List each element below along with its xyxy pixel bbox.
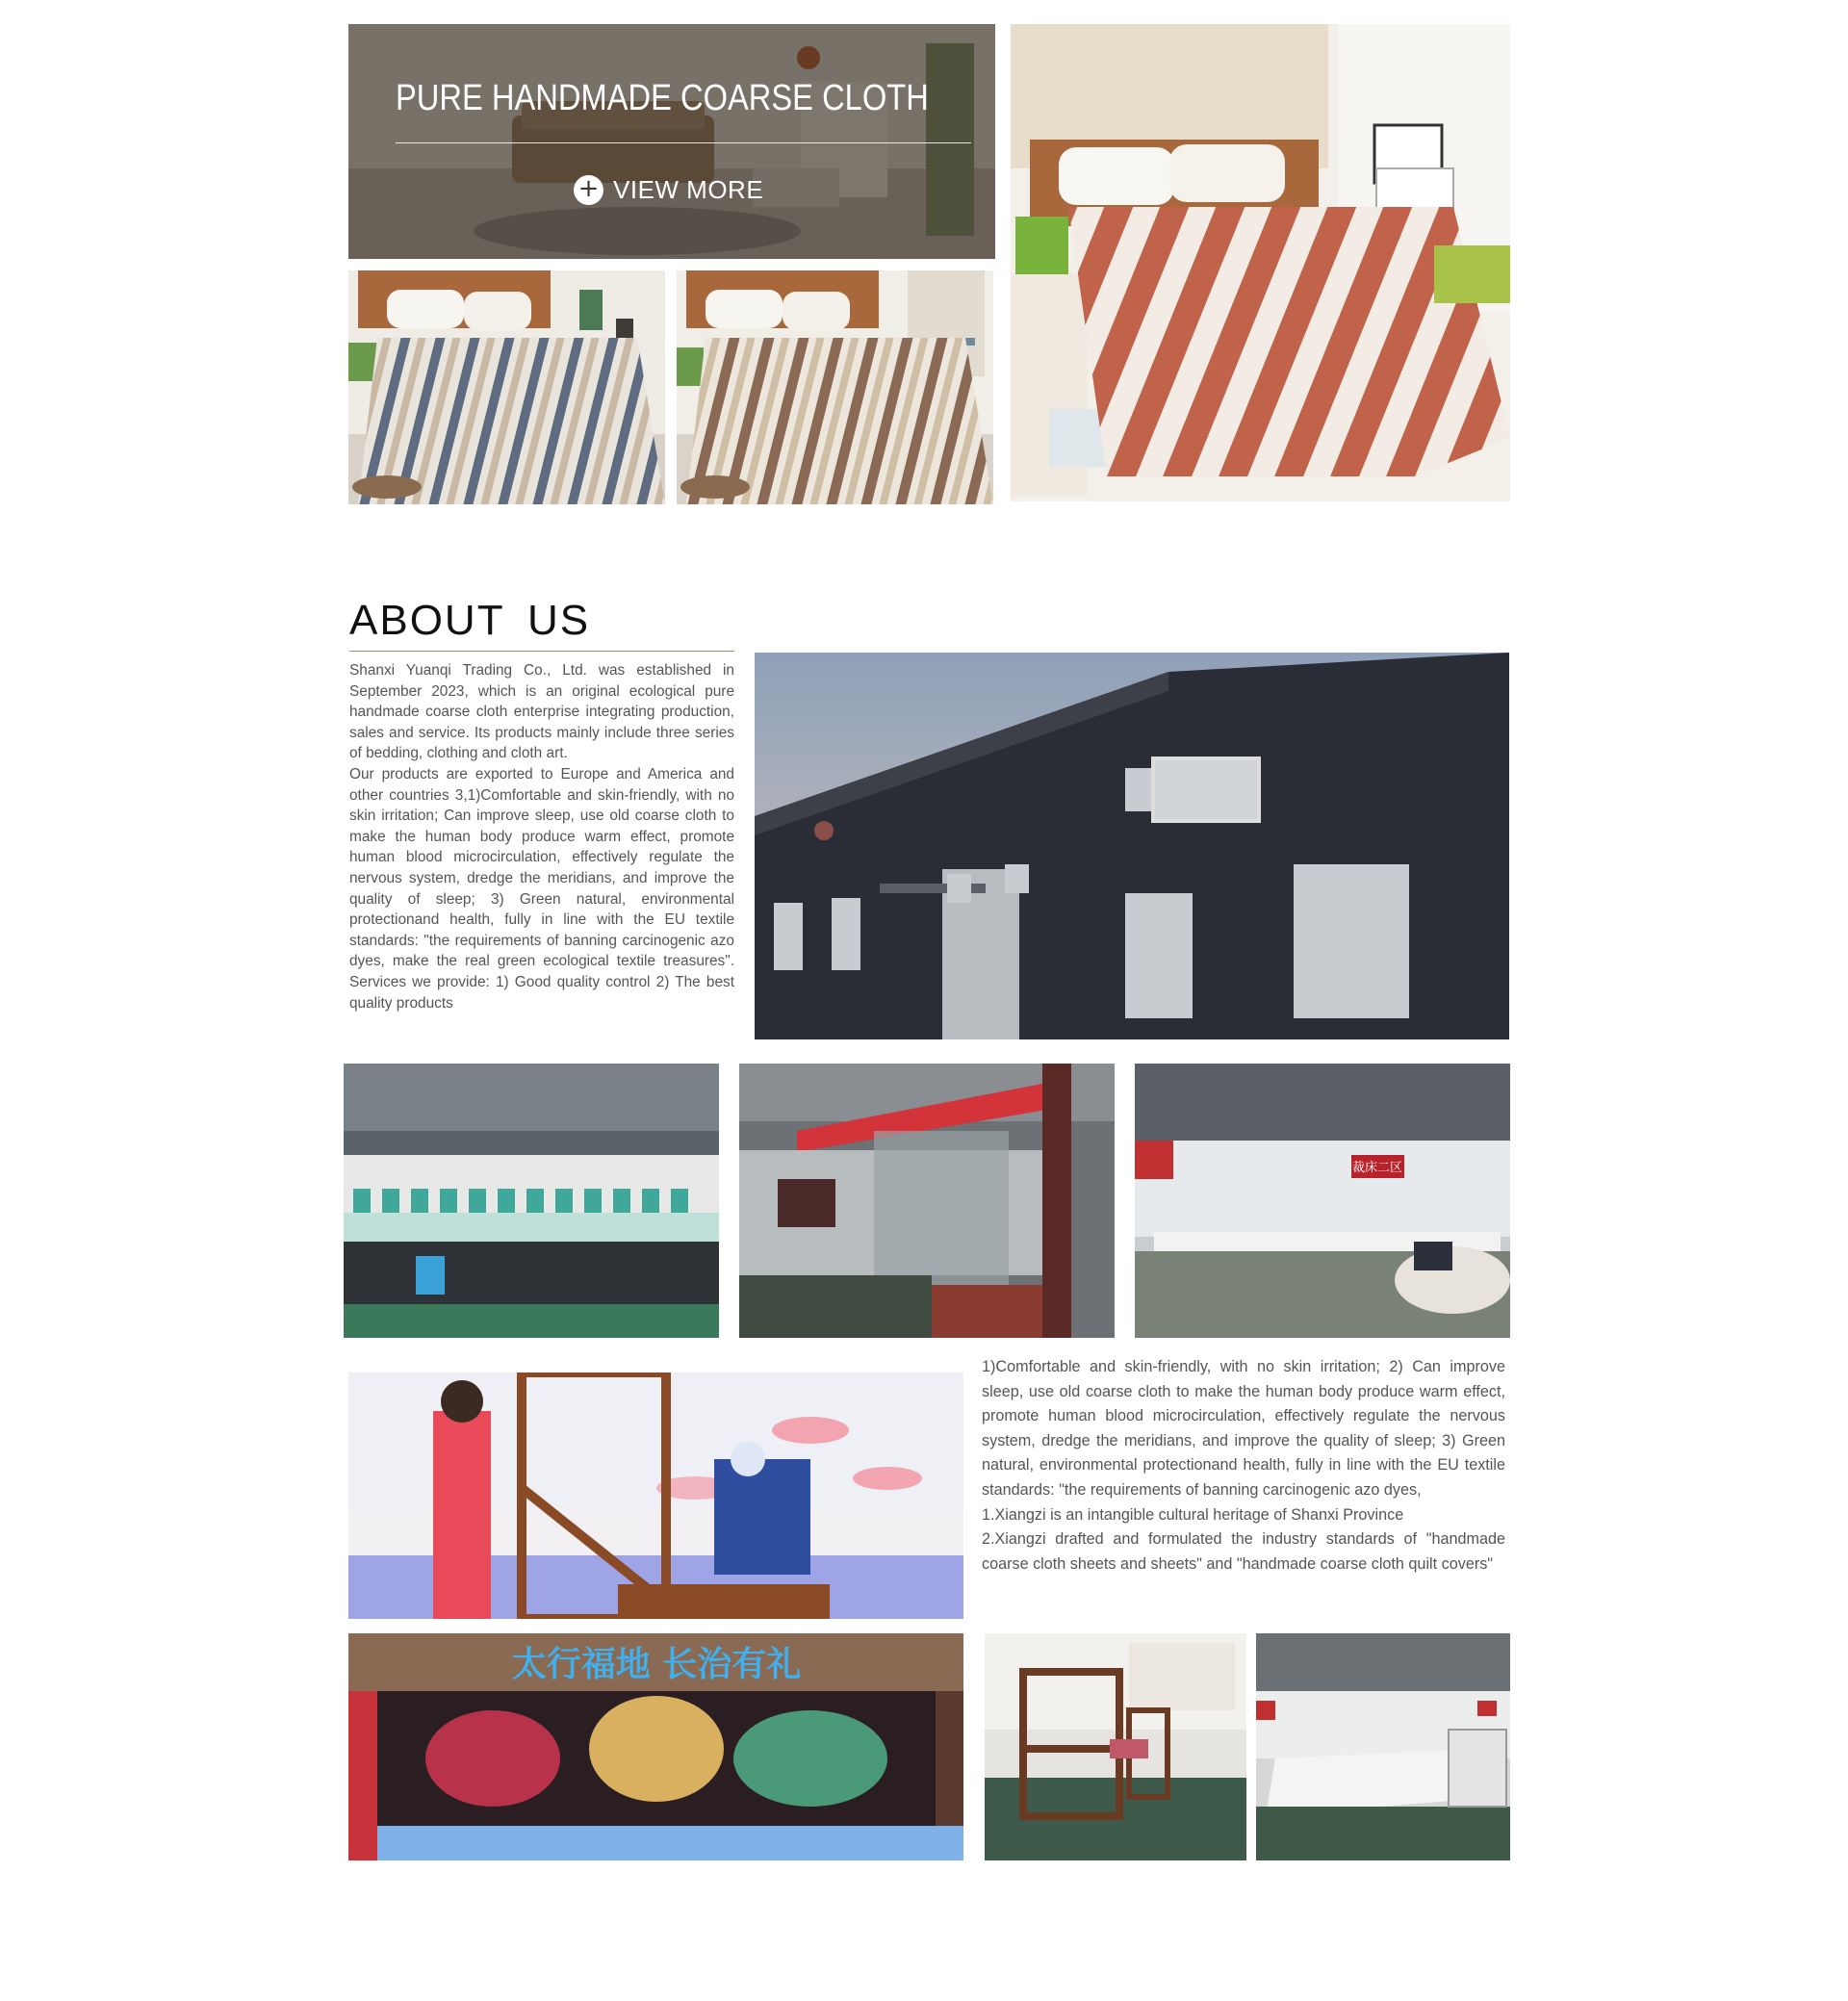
factory-exterior-photo — [755, 653, 1509, 1039]
benefits-text — [982, 1355, 1505, 1577]
loom-workshop-photo — [985, 1633, 1246, 1860]
sewing-tables-photo — [1256, 1633, 1510, 1860]
exhibition-banner-text: 太行福地 长治有礼 — [511, 1645, 802, 1684]
exhibition-mural-photo — [348, 1633, 963, 1860]
about-intro-text — [349, 660, 734, 1013]
hero-banner[interactable] — [348, 24, 995, 259]
hero-divider — [396, 142, 971, 143]
hero-overlay — [348, 24, 995, 259]
benefits-paragraph-1: 1)Comfortable and skin-friendly, with no skin irritation; 2) Can improve sleep, use old coarse cloth to make the human body produce warm effect, promote human blood microcirculation, effectively regulate the nervous system, dredge the meridians, and improve the quality of sleep; 3) Green natural, environmental protectionand health, fully in line with the EU textile standards: "the requirements of banning carcinogenic azo dyes, — [982, 1358, 1505, 1499]
bedding-blue-stripe-photo — [348, 270, 665, 504]
about-intro-paragraph-2: Our products are exported to Europe and America and other countries 3,1)Comfortable and skin-friendly, with no skin irritation; Can improve sleep, use old coarse cloth to make the human body produce warm effect, promote human blood microcirculation, effectively regulate the nervous system, dredge the meridians, and improve the quality of sleep; 3) Green natural, environmental protectionand health, fully in line with the EU textile standards: "the requirements of banning carcinogenic azo dyes, make the real green ecological textile treasures". Services we provide: 1) Good quality control 2) The best quality products — [349, 765, 734, 1012]
about-heading: ABOUT US — [349, 597, 591, 644]
bedding-red-stripe-photo — [1011, 24, 1510, 501]
benefits-paragraph-3: 2.Xiangzi drafted and formulated the industry standards of "handmade coarse cloth sheets and sheets" and "handmade coarse cloth quilt covers" — [982, 1530, 1505, 1573]
weaving-performance-photo — [348, 1372, 963, 1619]
cutting-room-photo — [1135, 1064, 1510, 1338]
view-more-button[interactable] — [574, 172, 763, 207]
bedding-brown-stripe-photo — [677, 270, 993, 504]
workshop-red-banner-photo — [739, 1064, 1115, 1338]
about-heading-underline — [349, 651, 734, 652]
about-intro-paragraph-1: Shanxi Yuanqi Trading Co., Ltd. was established in September 2023, which is an original ecological pure handmade coarse cloth enterprise integrating production, sales and service. Its products mainly include three series of bedding, clothing and cloth art. — [349, 662, 734, 762]
plus-icon: + — [574, 175, 603, 205]
embroidery-machines-photo — [344, 1064, 719, 1338]
view-more-label: VIEW MORE — [613, 174, 764, 204]
hero-title: PURE HANDMADE COARSE CLOTH — [396, 78, 929, 118]
benefits-paragraph-2: 1.Xiangzi is an intangible cultural heritage of Shanxi Province — [982, 1505, 1404, 1524]
workshop-sign-text: 裁床二区 — [1351, 1161, 1403, 1175]
